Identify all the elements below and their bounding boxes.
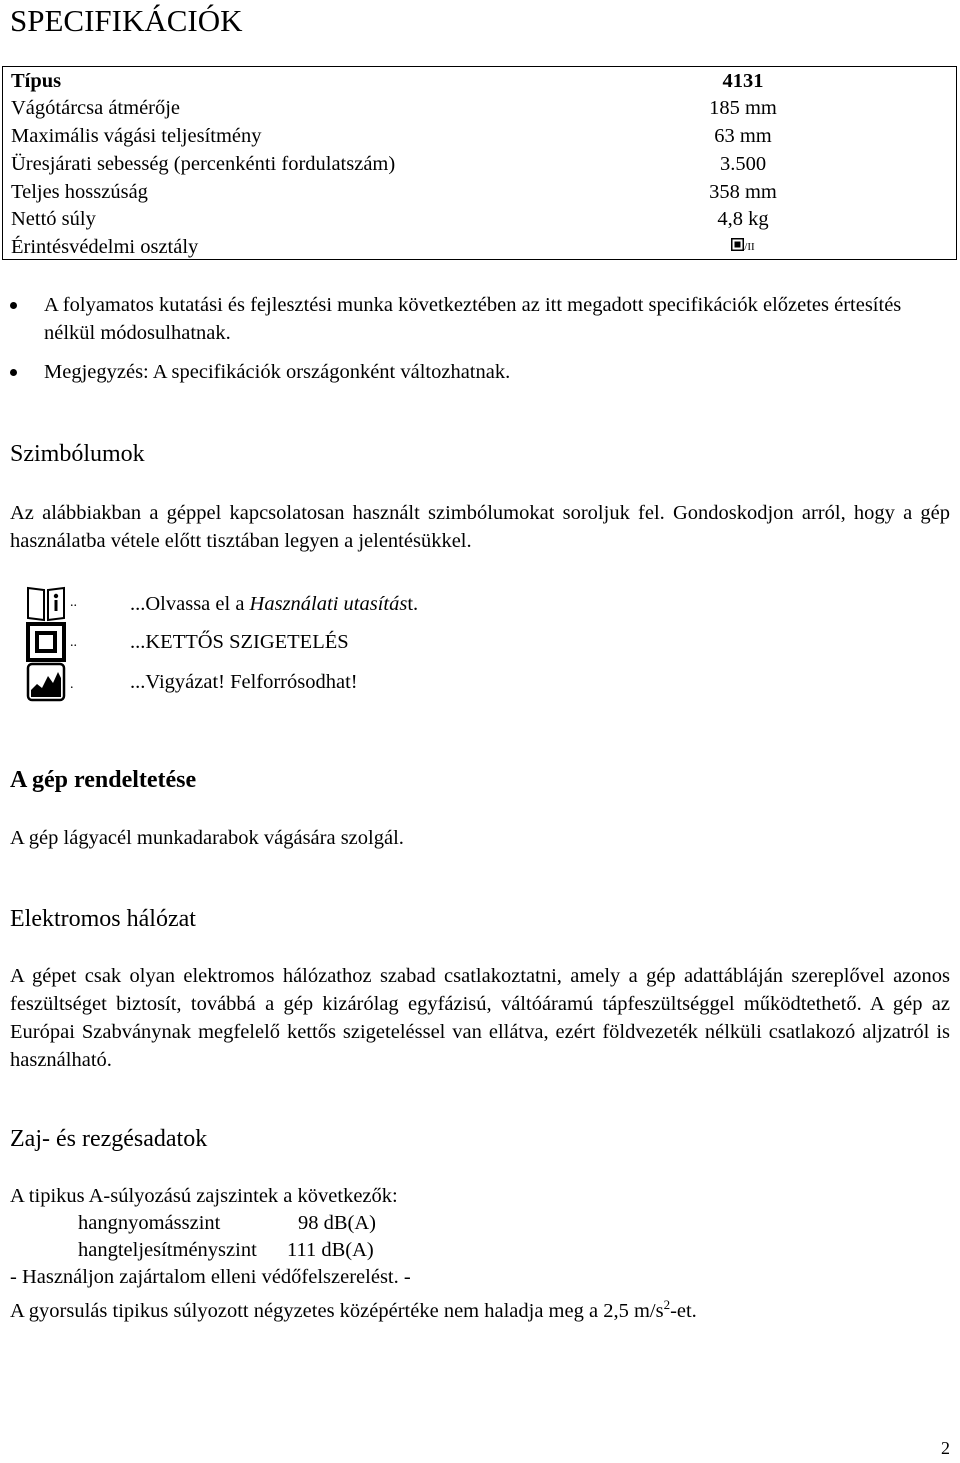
spec-row-safety-class: [3, 233, 956, 261]
noise-value: 98 dB(A): [298, 1212, 377, 1234]
power-heading: Elektromos hálózat: [10, 906, 196, 932]
spec-label: Nettó súly: [11, 208, 96, 230]
double-insulation-icon: [26, 622, 66, 662]
safety-class-text: /II: [744, 241, 755, 253]
noise-label: hangnyomásszint: [78, 1212, 221, 1234]
spec-row-max-cutting: [3, 122, 956, 150]
power-text: A gépet csak olyan elektromos hálózathoz szabad csatlakoztatni, amely a gép adattábláján szereplővel azonos feszültséget biztosít, továbbá a gép kizárólag egyfázisú, váltóáramú tápfeszültséggel működtethető. A gép az Európai Szabványnak megfelelő kettős szigeteléssel van ellátva, ezért földvezeték nélküli csatlakozó aljzatról is használható.: [10, 965, 950, 1071]
note-item: [10, 358, 950, 386]
spec-value: 358 mm: [709, 181, 777, 203]
symbol-dots: ..: [70, 635, 77, 650]
spec-value: 63 mm: [714, 125, 772, 147]
spec-row-blade-diameter: [3, 94, 956, 122]
symbol-dots: .: [70, 677, 74, 692]
symbol-dots: ..: [70, 595, 77, 610]
spec-row-no-load-speed: [3, 150, 956, 178]
symbol-text: ...Vigyázat! Felforrósodhat!: [130, 671, 358, 693]
double-insulation-icon: [731, 238, 744, 251]
specification-table: [2, 66, 957, 260]
noise-intro: A tipikus A-súlyozású zajszintek a következők:: [10, 1185, 398, 1207]
noise-heading: Zaj- és rezgésadatok: [10, 1126, 208, 1152]
symbol-item-hot-surface: [10, 662, 610, 702]
page-title: SPECIFIKÁCIÓK: [10, 3, 243, 38]
symbol-text-suffix: t.: [407, 593, 419, 615]
vibration-note: [10, 1291, 697, 1325]
spec-value: 185 mm: [709, 97, 777, 119]
spec-label: Maximális vágási teljesítmény: [11, 125, 262, 147]
symbols-heading: Szimbólumok: [10, 441, 145, 467]
hot-surface-icon: [26, 662, 66, 702]
bullet-icon: [10, 369, 17, 376]
spec-row-net-weight: [3, 205, 956, 233]
read-manual-icon: [26, 584, 66, 624]
spec-label: Típus: [11, 70, 62, 92]
vibration-text: A gyorsulás tipikus súlyozott négyzetes középértéke nem haladja meg a 2,5 m/s: [10, 1299, 664, 1322]
spec-value: 4,8 kg: [717, 208, 769, 230]
purpose-text: A gép lágyacél munkadarabok vágására szolgál.: [10, 827, 404, 849]
spec-value-safety-class: [683, 233, 803, 261]
note-text: Megjegyzés: A specifikációk országonként változhatnak.: [44, 361, 511, 383]
page-number: 2: [941, 1438, 950, 1458]
symbols-intro: Az alábbiakban a géppel kapcsolatosan használt szimbólumokat soroljuk fel. Gondoskodjon arról, hogy a gép használatba vétele előtt tisztában legyen a jelentésükkel.: [10, 502, 950, 552]
bullet-icon: [10, 302, 17, 309]
symbol-text: ...KETTŐS SZIGETELÉS: [130, 631, 349, 653]
noise-row-sound-power: [78, 1236, 374, 1264]
purpose-heading: A gép rendeltetése: [10, 767, 197, 793]
spec-label: Üresjárati sebesség (percenkénti fordulatszám): [11, 153, 396, 175]
symbol-item-read-manual: [10, 584, 610, 624]
note-text: A folyamatos kutatási és fejlesztési munka következtében az itt megadott specifikációk előzetes értesítés nélkül módosulhatnak.: [44, 294, 902, 344]
vibration-superscript: 2: [663, 1297, 671, 1312]
noise-protection-note: - Használjon zajártalom elleni védőfelszerelést. -: [10, 1266, 411, 1288]
noise-value: 111 dB(A): [287, 1239, 374, 1261]
symbol-item-double-insulation: [10, 622, 610, 662]
spec-row-type: [3, 67, 956, 95]
spec-label: Teljes hosszúság: [11, 181, 148, 203]
note-item: [10, 291, 950, 347]
spec-value: 4131: [722, 70, 764, 92]
symbol-text-prefix: ...Olvassa el a: [130, 593, 250, 615]
spec-label: Érintésvédelmi osztály: [11, 236, 199, 258]
vibration-suffix: -et.: [670, 1299, 697, 1322]
noise-row-sound-pressure: [78, 1209, 376, 1237]
symbol-text-emphasis: Használati utasítás: [249, 593, 408, 615]
spec-row-overall-length: [3, 178, 956, 206]
symbol-text: [130, 590, 418, 618]
spec-value: 3.500: [719, 153, 767, 175]
noise-label: hangteljesítményszint: [78, 1239, 257, 1261]
spec-label: Vágótárcsa átmérője: [11, 97, 181, 119]
